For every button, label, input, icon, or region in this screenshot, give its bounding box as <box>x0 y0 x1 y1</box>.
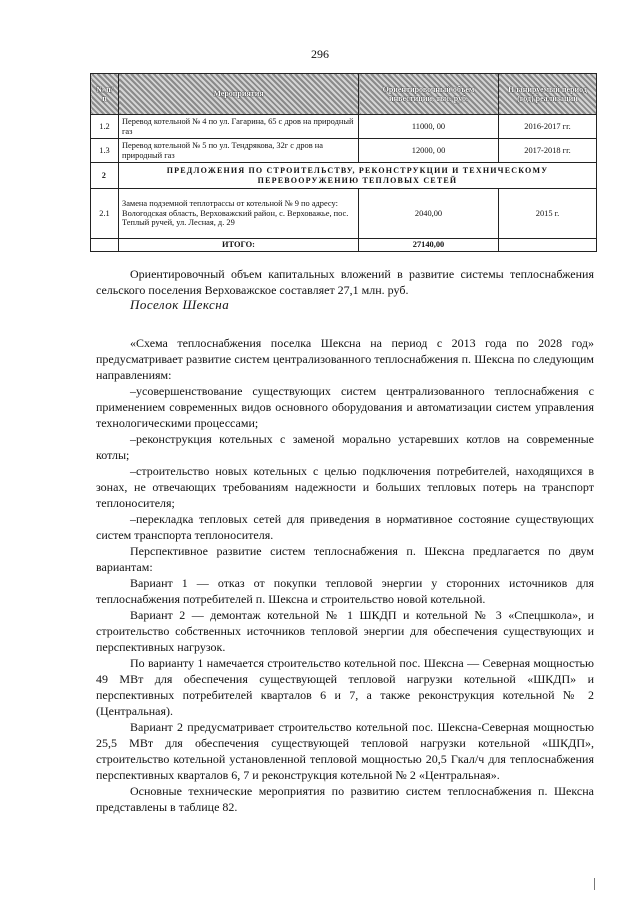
table-header-row <box>91 74 597 115</box>
total-label: ИТОГО: <box>119 239 359 252</box>
row-amount: 2040,00 <box>359 189 499 239</box>
row-num: 1.2 <box>91 115 119 139</box>
section-title: ПРЕДЛОЖЕНИЯ ПО СТРОИТЕЛЬСТВУ, РЕКОНСТРУКЦИИ И ТЕХНИЧЕСКОМУ ПЕРЕВООРУЖЕНИЮ ТЕПЛОВЫХ СЕТЕЙ <box>119 163 597 189</box>
col-header-period: Планируемый период (год) реализации <box>499 74 597 115</box>
paragraph: Вариант 2 предусматривает строительство котельной пос. Шексна-Северная мощностью 25,5 МВт для обеспечения существующей тепловой нагрузки котельной «ШКДП», строительство котельной установленной тепловой мощностью 20,5 Гкал/ч для теплоснабжения перспективных кварталов 6, 7 и реконструкция котельной № 2 «Центральная». <box>96 720 594 782</box>
investment-table <box>90 73 597 252</box>
paragraph: –строительство новых котельных с целью подключения потребителей, находящихся в зонах, не отвечающих требованиям надежности и больших тепловых потерь на транспорт теплоносителя; <box>96 464 594 510</box>
total-row <box>91 239 597 252</box>
section-row <box>91 163 597 189</box>
table-row <box>91 139 597 163</box>
section-heading: Поселок Шексна <box>130 297 230 312</box>
row-period: 2017-2018 гг. <box>499 139 597 163</box>
row-amount: 12000, 00 <box>359 139 499 163</box>
paragraph: Основные технические мероприятия по развитию систем теплоснабжения п. Шексна представлены в таблице 82. <box>96 784 594 814</box>
paragraph: Перспективное развитие систем теплоснабжения п. Шексна предлагается по двум вариантам: <box>96 544 594 574</box>
paragraph: –реконструкция котельных с заменой морально устаревших котлов на современные котлы; <box>96 432 594 462</box>
row-period: 2015 г. <box>499 189 597 239</box>
table-row <box>91 115 597 139</box>
paragraph: «Схема теплоснабжения поселка Шексна на период с 2013 года по 2028 год» предусматривает развитие систем централизованного теплоснабжения п. Шексна по следующим направлениям: <box>96 336 594 382</box>
table-row <box>91 189 597 239</box>
col-header-num: № п/п <box>91 74 119 115</box>
row-amount: 11000, 00 <box>359 115 499 139</box>
section-num: 2 <box>91 163 119 189</box>
page-number: 296 <box>311 47 329 61</box>
col-header-measures: Мероприятия <box>119 74 359 115</box>
row-period: 2016-2017 гг. <box>499 115 597 139</box>
total-empty-2 <box>499 239 597 252</box>
main-text <box>96 335 594 815</box>
total-empty <box>91 239 119 252</box>
paragraph: –перекладка тепловых сетей для приведения в нормативное состояние существующих систем транспорта теплоносителя. <box>96 512 594 542</box>
summary-block <box>96 266 594 298</box>
row-num: 2.1 <box>91 189 119 239</box>
summary-paragraph: Ориентировочный объем капитальных вложений в развитие системы теплоснабжения сельского поселения Верховажское составляет 27,1 млн. руб. <box>96 267 594 297</box>
row-desc: Замена подземной теплотрассы от котельной № 9 по адресу: Вологодская область, Верховажский район, с. Верховажье, пос. Теплый ручей, ул. Лесная, д. 29 <box>119 189 359 239</box>
row-desc: Перевод котельной № 4 по ул. Гагарина, 65 с дров на природный газ <box>119 115 359 139</box>
scan-mark <box>594 878 595 890</box>
paragraph: Вариант 2 — демонтаж котельной № 1 ШКДП и котельной № 3 «Спецшкола», и строительство собственных источников тепловой энергии для обеспечения существующих и перспективных нагрузок. <box>96 608 594 654</box>
total-amount: 27140,00 <box>359 239 499 252</box>
paragraph: Вариант 1 — отказ от покупки тепловой энергии у сторонних источников для теплоснабжения потребителей п. Шексна и строительство новой котельной. <box>96 576 594 606</box>
row-desc: Перевод котельной № 5 по ул. Тендрякова, 32г с дров на природный газ <box>119 139 359 163</box>
col-header-investment: Ориентировочный объем инвестиций, тыс. руб. <box>359 74 499 115</box>
paragraph: –усовершенствование существующих систем централизованного теплоснабжения с применением современных видов основного оборудования и автоматизации систем управления технологическими процессами; <box>96 384 594 430</box>
row-num: 1.3 <box>91 139 119 163</box>
paragraph: По варианту 1 намечается строительство котельной пос. Шексна — Северная мощностью 49 МВт для обеспечения существующей тепловой нагрузки котельной «ШКДП» и перспективных потребителей кварталов 6 и 7, а также реконструкция котельной № 2 (Центральная). <box>96 656 594 718</box>
